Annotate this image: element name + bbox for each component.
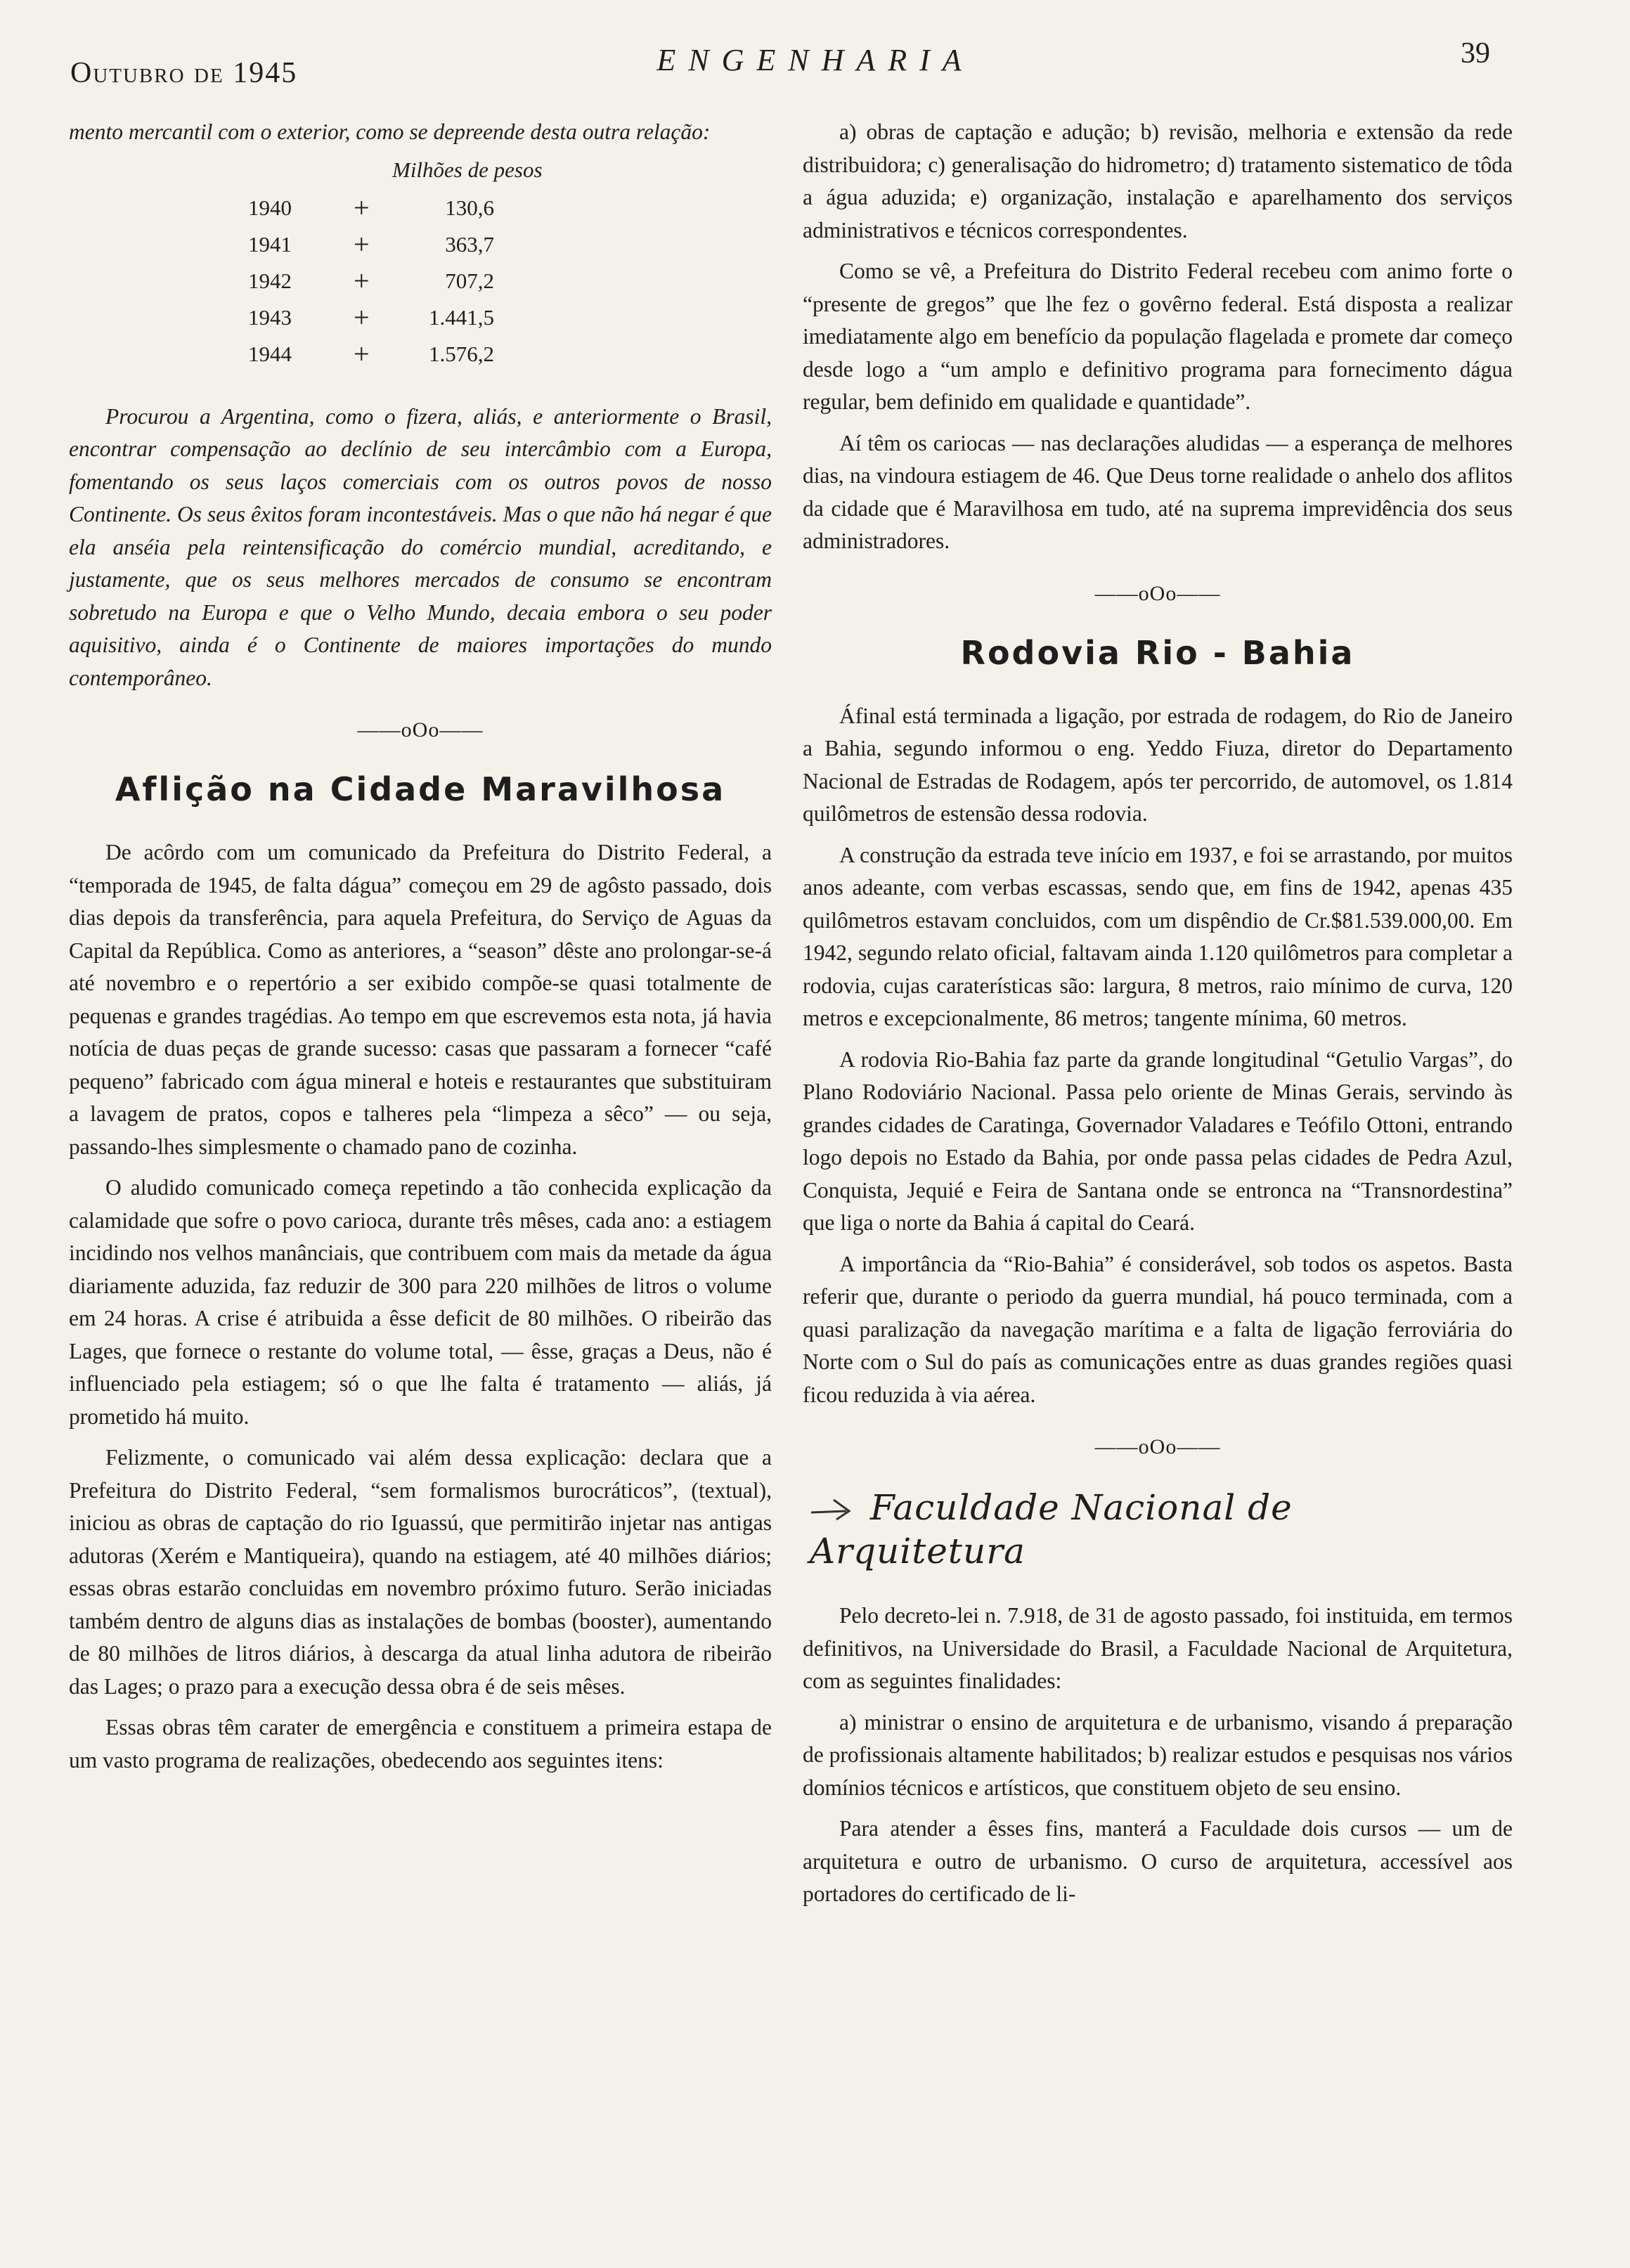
table-cell-sign: + [354,265,370,297]
intro-paragraph: mento mercantil com o exterior, como se depreende desta outra relação: [69,119,711,144]
table-row [248,263,494,299]
body-paragraph: a) obras de captação e adução; b) revisão, melhoria e extensão da rede distribuidora; c) generalisação do hidrometro; d) tratamento sistematico de tôda a água aduzida; e) organização, instalação e aparelhamento dos serviços administrativos e técnicos correspondentes. [803,119,1513,242]
left-column [69,116,772,1785]
section-separator: ——oOo—— [1094,581,1221,605]
table-cell-value: 130,6 [445,195,494,220]
body-paragraph: Pelo decreto-lei n. 7.918, de 31 de agosto passado, foi instituida, em termos definitivos, na Universidade do Brasil, a Faculdade Nacional de Arquitetura, com as seguintes finalidades: [803,1603,1513,1693]
table-cell-year: 1940 [248,195,292,220]
table-cell-value: 707,2 [445,268,494,293]
article-title-aflicao: Aflição na Cidade Maravilhosa [115,770,726,808]
body-paragraph: Aí têm os cariocas — nas declarações aludidas — a esperança de melhores dias, na vindoura estiagem de 46. Que Deus torne realidade o anhelo dos aflitos da cidade que é Maravilhosa em tudo, até na suprema imprevidência dos seus administradores. [803,430,1513,553]
argentina-commentary [69,401,772,695]
body-paragraph: Essas obras têm carater de emergência e constituem a primeira estapa de um vasto programa de realizações, obedecendo aos seguintes itens: [69,1715,772,1773]
article-title-faculdade-wrapper [810,1487,1513,1572]
table-cell-value: 363,7 [445,231,494,257]
body-paragraph: A construção da estrada teve início em 1937, e foi se arrastando, por muitos anos adeante, com verbas escassas, sendo que, em fins de 1942, apenas 435 quilômetros estavam concluidos, com um dispêndio de Cr.$81.539.000,00. Em 1942, segundo relato oficial, faltavam ainda 1.120 quilômetros para completar a rodovia, cujas caraterísticas são: largura, 8 metros, raio mínimo de curva, 120 metros e excepcionalmente, 86 metros; tangente mínima, 60 metros. [803,842,1513,1030]
article-title-rodovia: Rodovia Rio - Bahia [960,633,1355,672]
table-row [248,336,494,372]
argentina-section [69,116,772,149]
section-separator: ——oOo—— [1094,1435,1221,1458]
table-cell-sign: + [354,338,370,370]
table-row [248,299,494,336]
table-cell-year: 1942 [248,268,292,293]
table-cell-sign: + [354,192,370,223]
body-paragraph: a) ministrar o ensino de arquitetura e de urbanismo, visando á preparação de profissionais altamente habilitados; b) realizar estudos e pesquisas nos vários domínios técnicos e artísticos, que constituem objeto de seu ensino. [803,1709,1513,1800]
body-paragraph: A importância da “Rio-Bahia” é considerável, sob todos os aspetos. Basta referir que, durante o periodo da guerra mundial, há pouco terminada, com a quasi paralização da navegação marítima e a falta de ligação ferroviária do Norte com o Sul do país as comunicações entre as duas grandes regiões quasi ficou reduzida à via aérea. [803,1251,1513,1407]
body-paragraph: De acôrdo com um comunicado da Prefeitura do Distrito Federal, a “temporada de 1945, de falta dágua” começou em 29 de agôsto passado, dois dias depois da transferência, para aquela Prefeitura, do Serviço de Aguas da Capital da República. Como as anteriores, a “season” dêste ano prolongar-se-á até novembro e o repertório a ser exibido compõe-se quasi totalmente de pequenas e grandes tragédias. Ao tempo em que escrevemos esta nota, já havia notícia de duas peças de grande sucesso: casas que passaram a fornecer “café pequeno” fabricado com água mineral e hoteis e restaurantes que substituiram a lavagem de pratos, copos e talheres pela “limpeza a sêco” — ou seja, passando-lhes simplesmente o chamado pano de cozinha. [69,840,772,1159]
table-cell-sign: + [354,228,370,260]
table-cell-year: 1944 [248,341,292,366]
journal-title: ENGENHARIA [656,43,974,77]
table-cell-year: 1941 [248,231,292,257]
table-cell-value: 1.441,5 [429,304,494,330]
body-paragraph: O aludido comunicado começa repetindo a tão conhecida explicação da calamidade que sofre o povo carioca, durante três mêses, cada ano: a estiagem incidindo nos velhos manânciais, que contribuem com mais da metade da água diariamente aduzida, faz reduzir de 300 para 220 milhões de litros o volume em 24 horas. A crise é atribuida a êsse deficit de 80 milhões. O ribeirão das Lages, que fornece o restante do volume total, — êsse, graças a Deus, não é influenciado pela estiagem; só o que lhe falta é tratamento — aliás, já prometido há muito. [69,1175,772,1429]
body-paragraph: Procurou a Argentina, como o fizera, aliás, e anteriormente o Brasil, encontrar compensação ao declínio de seu intercâmbio com a Europa, fomentando os seus laços comerciais com os outros povos de nosso Continente. Os seus êxitos foram incontestáveis. Mas o que não há negar é que ela anséia pela reintensificação do comércio mundial, acreditando, e justamente, que os seus melhores mercados de consumo se encontram sobretudo na Europa e que o Velho Mundo, decaia embora o seu poder aquisitivo, ainda é o Continente de maiores importações do mundo contemporâneo. [69,403,772,690]
body-paragraph: Como se vê, a Prefeitura do Distrito Federal recebeu com animo forte o “presente de gregos” que lhe fez o govêrno federal. Está disposta a realizar imediatamente algo em benefício da população flagelada e promete dar começo desde logo a “um amplo e definitivo programa para fornecimento dágua regular, bem definido em qualidade e quantidade”. [803,259,1513,414]
right-column [803,116,1513,1919]
trade-balance-table [248,190,494,372]
body-paragraph: Felizmente, o comunicado vai além dessa explicação: declara que a Prefeitura do Distrito Federal, “sem formalismos burocráticos”, (textual), iniciou as obras de captação do rio Iguassú, que permitirão injetar nas antigas adutoras (Xerém e Mantiqueira), quando na estiagem, até 40 milhões diários; essas obras estarão concluidas em novembro próximo futuro. Serão iniciadas também dentro de alguns dias as instalações de bombas (booster), aumentando de 80 milhões de litros diários, à descarga da atual linha adutora de ribeirão das Lages; o prazo para a execução dessa obra é de seis mêses. [69,1445,772,1699]
body-paragraph: A rodovia Rio-Bahia faz parte da grande longitudinal “Getulio Vargas”, do Plano Rodoviário Nacional. Passa pelo oriente de Minas Gerais, servindo às grandes cidades de Caratinga, Governador Valadares e Teófilo Ottoni, entrando logo depois no Estado da Bahia, por onde passa pelas cidades de Pedra Azul, Conquista, Jequié e Feira de Santana onde se entronca na “Transnordestina” que liga o norte da Bahia á capital do Ceará. [803,1046,1513,1235]
page-number: 39 [1461,37,1490,70]
hand-drawn-arrow-icon [810,1490,859,1531]
body-paragraph: Áfinal está terminada a ligação, por estrada de rodagem, do Rio de Janeiro a Bahia, segundo informou o eng. Yeddo Fiuza, diretor do Departamento Nacional de Estradas de Rodagem, após ter percorrido, de automovel, os 1.814 quilômetros de estensão dessa rodovia. [803,703,1513,826]
issue-date: Outubro de 1945 [70,57,298,89]
page-header [70,37,1490,98]
table-row [248,190,494,226]
table-row [248,226,494,263]
section-separator: ——oOo—— [357,718,484,741]
body-paragraph: Para atender a êsses fins, manterá a Faculdade dois cursos — um de arquitetura e outro de urbanismo. O curso de arquitetura, accessível aos portadores do certificado de li- [803,1816,1513,1906]
table-unit-heading: Milhões de pesos [392,157,543,182]
table-cell-value: 1.576,2 [429,341,494,366]
table-cell-sign: + [354,302,370,333]
table-cell-year: 1943 [248,304,292,330]
article-title-faculdade: Faculdade Nacional de Arquitetura [810,1487,1293,1572]
